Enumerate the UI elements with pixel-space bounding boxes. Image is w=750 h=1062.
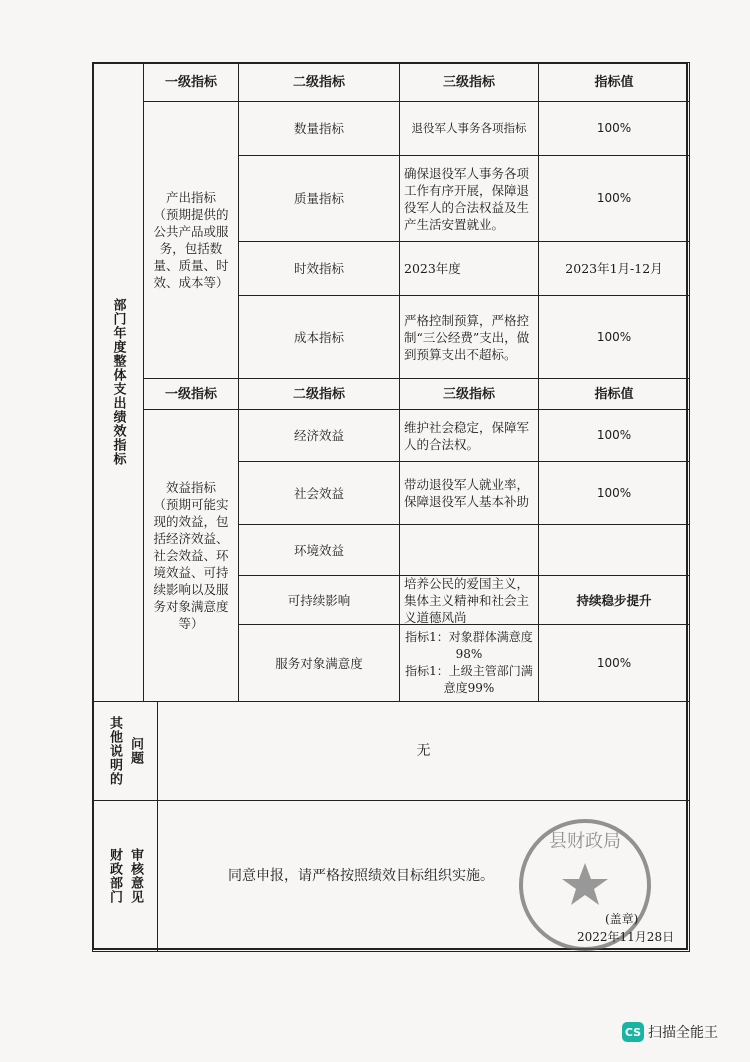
output-row-quality-l3: 确保退役军人事务各项工作有序开展，保障退役军人的合法权益及生产生活安置就业。	[399, 155, 539, 242]
header1-level1: 一级指标	[143, 62, 239, 102]
effect-row-environment-value	[538, 524, 690, 576]
seal-text: 县财政局	[549, 831, 621, 852]
effect-row-economic-l2: 经济效益	[238, 409, 400, 462]
output-row-quality-value: 100%	[538, 155, 690, 242]
finance-content: 同意申报，请严格按照绩效目标组织实施。	[157, 800, 690, 952]
section-label	[92, 62, 144, 702]
header1-level3: 三级指标	[399, 62, 539, 102]
effect-row-economic-l3: 维护社会稳定，保障军人的合法权。	[399, 409, 539, 462]
output-row-quantity-l2: 数量指标	[238, 101, 400, 156]
effect-row-sustain-l3: 培养公民的爱国主义，集体主义精神和社会主义道德风尚	[399, 575, 539, 625]
other-label	[92, 701, 158, 801]
effect-row-environment-l2: 环境效益	[238, 524, 400, 576]
effect-row-environment-l3	[399, 524, 539, 576]
output-row-cost-l3: 严格控制预算，严格控制“三公经费”支出，做到预算支出不超标。	[399, 295, 539, 379]
output-row-quantity-value: 100%	[538, 101, 690, 156]
effect-row-sustain-value: 持续稳步提升	[538, 575, 690, 625]
header1-level2: 二级指标	[238, 62, 400, 102]
scanner-watermark	[622, 1022, 718, 1042]
header1-value: 指标值	[538, 62, 690, 102]
output-row-time-value: 2023年1月-12月	[538, 241, 690, 296]
effect-row-social-value: 100%	[538, 461, 690, 525]
effect-row-satisfaction-value: 100%	[538, 624, 690, 702]
effect-row-social-l3: 带动退役军人就业率，保障退役军人基本补助	[399, 461, 539, 525]
output-row-quantity-l3: 退役军人事务各项指标	[399, 101, 539, 156]
other-label-a: 其他说明的	[107, 716, 122, 786]
output-row-cost-value: 100%	[538, 295, 690, 379]
other-label-b: 问题	[128, 737, 143, 765]
effect-row-satisfaction-l2: 服务对象满意度	[238, 624, 400, 702]
stamp-mark: (盖章)	[605, 912, 639, 926]
output-row-cost-l2: 成本指标	[238, 295, 400, 379]
effect-category: 效益指标 （预期可能实现的效益，包括经济效益、社会效益、环境效益、可持续影响以及服务对象满意度等）	[143, 409, 239, 702]
finance-label-a: 财政部门	[107, 848, 122, 904]
output-row-time-l2: 时效指标	[238, 241, 400, 296]
watermark-text: 扫描全能王	[648, 1025, 718, 1041]
header2-level1: 一级指标	[143, 378, 239, 410]
effect-row-economic-value: 100%	[538, 409, 690, 462]
effect-row-social-l2: 社会效益	[238, 461, 400, 525]
output-row-quality-l2: 质量指标	[238, 155, 400, 242]
effect-row-sustain-l2: 可持续影响	[238, 575, 400, 625]
header2-level3: 三级指标	[399, 378, 539, 410]
camscanner-logo-icon: CS	[622, 1022, 644, 1042]
approval-date: 2022年11月28日	[577, 930, 675, 944]
seal-star	[562, 863, 608, 905]
finance-label-b: 审核意见	[128, 848, 143, 904]
header2-level2: 二级指标	[238, 378, 400, 410]
section-label-text: 部门年度整体支出绩效指标	[110, 298, 126, 466]
finance-label	[92, 800, 158, 952]
output-category: 产出指标 （预期提供的公共产品或服务，包括数量、质量、时效、成本等）	[143, 101, 239, 379]
effect-row-satisfaction-l3: 指标1：对象群体满意度98% 指标1：上级主管部门满意度99%	[399, 624, 539, 702]
output-row-time-l3: 2023年度	[399, 241, 539, 296]
header2-value: 指标值	[538, 378, 690, 410]
other-content: 无	[157, 701, 690, 801]
